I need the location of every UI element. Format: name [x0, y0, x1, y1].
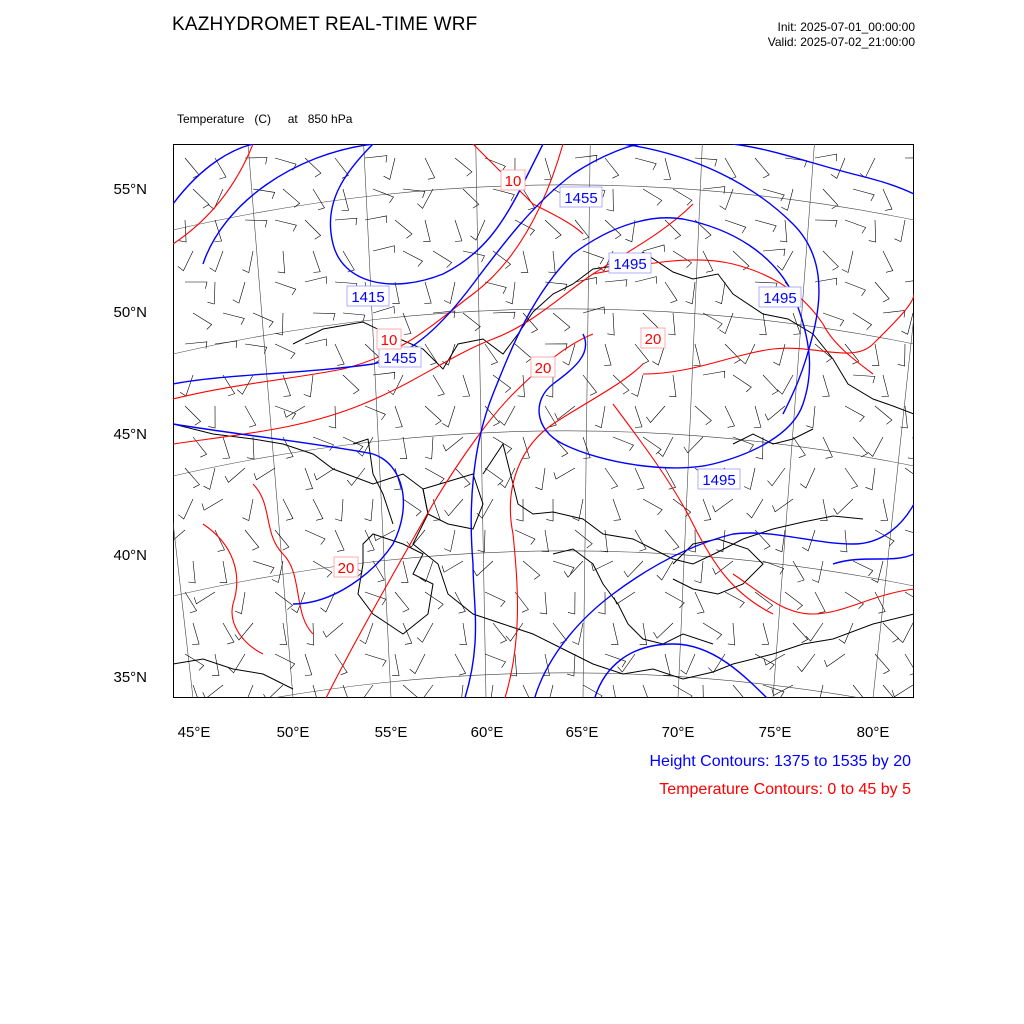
field-temperature: Temperature (C) at 850 hPa — [177, 112, 353, 126]
longitude-label: 55°E — [374, 724, 408, 741]
temperature-legend: Temperature Contours: 0 to 45 by 5 — [659, 781, 911, 798]
latitude-label: 40°N — [113, 547, 147, 564]
longitude-label: 60°E — [470, 724, 504, 741]
map-panel — [173, 144, 914, 698]
longitude-label: 45°E — [177, 724, 211, 741]
height-contour-label: 1495 — [613, 256, 647, 273]
valid-time: Valid: 2025-07-02_21:00:00 — [767, 35, 915, 49]
temperature-contour-label: 20 — [337, 560, 355, 577]
map-border — [174, 145, 914, 698]
longitude-label: 65°E — [565, 724, 599, 741]
longitude-label: 70°E — [661, 724, 695, 741]
latitude-label: 55°N — [113, 181, 147, 198]
weather-map — [173, 144, 914, 698]
height-contour-label: 1495 — [702, 472, 736, 489]
temperature-contour-label: 10 — [504, 173, 522, 190]
height-contour-label: 1415 — [351, 289, 385, 306]
longitude-label: 50°E — [276, 724, 310, 741]
longitude-label: 80°E — [856, 724, 890, 741]
height-legend: Height Contours: 1375 to 1535 by 20 — [649, 753, 911, 770]
height-contour-label: 1455 — [564, 190, 598, 207]
temperature-contour-label: 20 — [534, 360, 552, 377]
height-contour-label: 1455 — [383, 350, 417, 367]
init-time: Init: 2025-07-01_00:00:00 — [777, 20, 915, 34]
temperature-contour-label: 10 — [380, 332, 398, 349]
temperature-contour-label: 20 — [644, 331, 662, 348]
run-times — [768, 20, 915, 50]
latitude-label: 50°N — [113, 304, 147, 321]
latitude-label: 35°N — [113, 669, 147, 686]
map-title: KAZHYDROMET REAL-TIME WRF — [172, 14, 478, 35]
longitude-label: 75°E — [758, 724, 792, 741]
height-contour-label: 1495 — [763, 290, 797, 307]
latitude-label: 45°N — [113, 426, 147, 443]
